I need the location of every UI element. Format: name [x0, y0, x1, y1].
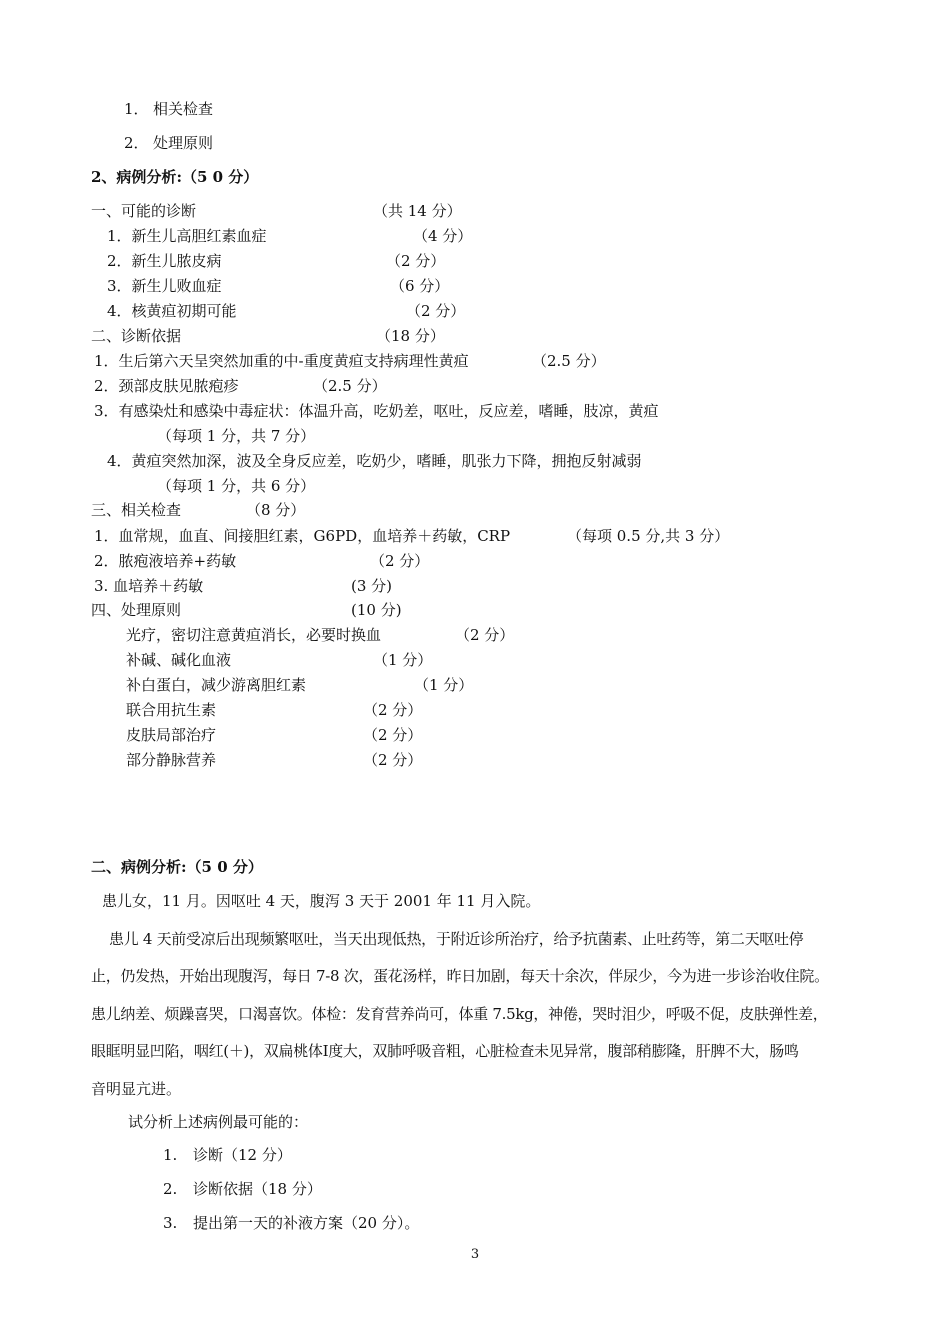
list-item: 相关检查 [153, 100, 214, 118]
diagnosis-title: 一、可能的诊断 [91, 202, 197, 220]
tests-score: （8 分） [246, 501, 306, 519]
section-heading: 二、病例分析:（5 0 分） [91, 858, 263, 876]
item-score: （每项 1 分，共 7 分） [157, 427, 316, 445]
item-score: （2 分） [455, 626, 515, 644]
basis-item: 2．颈部皮肤见脓疱疹 [94, 377, 239, 395]
list-number: 1． [124, 100, 149, 118]
case-text-line: 眼眶明显凹陷，咽红(＋)，双扁桃体Ⅰ度大，双肺呼吸音粗，心脏检查未见异常，腹部稍膨隆，肝脾不大，肠鸣 [91, 1042, 799, 1060]
basis-item: 3．有感染灶和感染中毒症状：体温升高，吃奶差，呕吐，反应差，嗜睡，肢凉，黄疸 [94, 402, 659, 420]
principle-item: 补白蛋白，减少游离胆红素 [126, 676, 307, 694]
item-score: （2 分） [370, 552, 430, 570]
basis-title: 二、诊断依据 [91, 327, 182, 345]
basis-item: 4．黄疸突然加深，波及全身反应差，吃奶少，嗜睡，肌张力下降，拥抱反射减弱 [107, 452, 642, 470]
case-text-line: 患儿 4 天前受凉后出现频繁呕吐，当天出现低热，于附近诊所治疗，给予抗菌素、止吐药等，第二天呕吐停 [109, 930, 804, 948]
item-score: （每项 1 分，共 6 分） [157, 477, 316, 495]
item-score: （每项 0.5 分,共 3 分） [567, 527, 730, 545]
principles-score: (10 分) [351, 601, 402, 619]
item-score: （2 分） [363, 751, 423, 769]
diagnosis-score: （共 14 分） [373, 202, 462, 220]
case-text-line: 止，仍发热，开始出现腹泻，每日 7-8 次，蛋花汤样，昨日加剧，每天十余次，伴尿少，今为进一步诊治收住院。 [91, 967, 829, 985]
principle-item: 联合用抗生素 [126, 701, 217, 719]
tests-item: 2．脓疱液培养+药敏 [94, 552, 237, 570]
list-item: 处理原则 [153, 134, 214, 152]
question-item: 诊断依据（18 分） [193, 1180, 322, 1198]
list-number: 2． [124, 134, 149, 152]
principles-title: 四、处理原则 [91, 601, 182, 619]
principle-item: 补碱、碱化血液 [126, 651, 232, 669]
tests-item: 1．血常规，血直、间接胆红素，G6PD，血培养＋药敏，CRP [94, 527, 511, 545]
diagnosis-item: 1．新生儿高胆红素血症 [107, 227, 267, 245]
diagnosis-item: 4．核黄疸初期可能 [107, 302, 237, 320]
item-score: （2 分） [386, 252, 446, 270]
basis-score: （18 分） [376, 327, 445, 345]
question-item: 提出第一天的补液方案（20 分）。 [193, 1214, 420, 1232]
item-score: （2 分） [363, 701, 423, 719]
item-score: （4 分） [413, 227, 473, 245]
question-number: 1. [163, 1146, 178, 1164]
item-score: (3 分) [351, 577, 393, 595]
item-score: （2 分） [363, 726, 423, 744]
diagnosis-item: 2．新生儿脓皮病 [107, 252, 222, 270]
tests-title: 三、相关检查 [91, 501, 182, 519]
case-question: 试分析上述病例最可能的： [128, 1113, 309, 1131]
case-text-line: 患儿纳差、烦躁喜哭，口渴喜饮。体检：发育营养尚可，体重 7.5kg，神倦，哭时泪少，呼吸不促，皮肤弹性差， [91, 1005, 828, 1023]
principle-item: 皮肤局部治疗 [126, 726, 217, 744]
item-score: （1 分） [373, 651, 433, 669]
basis-item: 1．生后第六天呈突然加重的中-重度黄疸支持病理性黄疸 [94, 352, 469, 370]
case-text-line: 音明显亢进。 [91, 1080, 182, 1098]
case-intro: 患儿女，11 月。因呕吐 4 天，腹泻 3 天于 2001 年 11 月入院。 [102, 892, 541, 910]
question-item: 诊断（12 分） [193, 1146, 292, 1164]
item-score: （2.5 分） [313, 377, 387, 395]
principle-item: 部分静脉营养 [126, 751, 217, 769]
item-score: （1 分） [414, 676, 474, 694]
principle-item: 光疗，密切注意黄疸消长，必要时换血 [126, 626, 382, 644]
question-number: 2. [163, 1180, 178, 1198]
diagnosis-item: 3．新生儿败血症 [107, 277, 222, 295]
section-heading: 2、病例分析:（5 0 分） [91, 168, 259, 186]
item-score: （6 分） [390, 277, 450, 295]
question-number: 3. [163, 1214, 178, 1232]
tests-item: 3. 血培养＋药敏 [94, 577, 204, 595]
item-score: （2.5 分） [532, 352, 606, 370]
item-score: （2 分） [406, 302, 466, 320]
page-number: 3 [470, 1247, 480, 1262]
